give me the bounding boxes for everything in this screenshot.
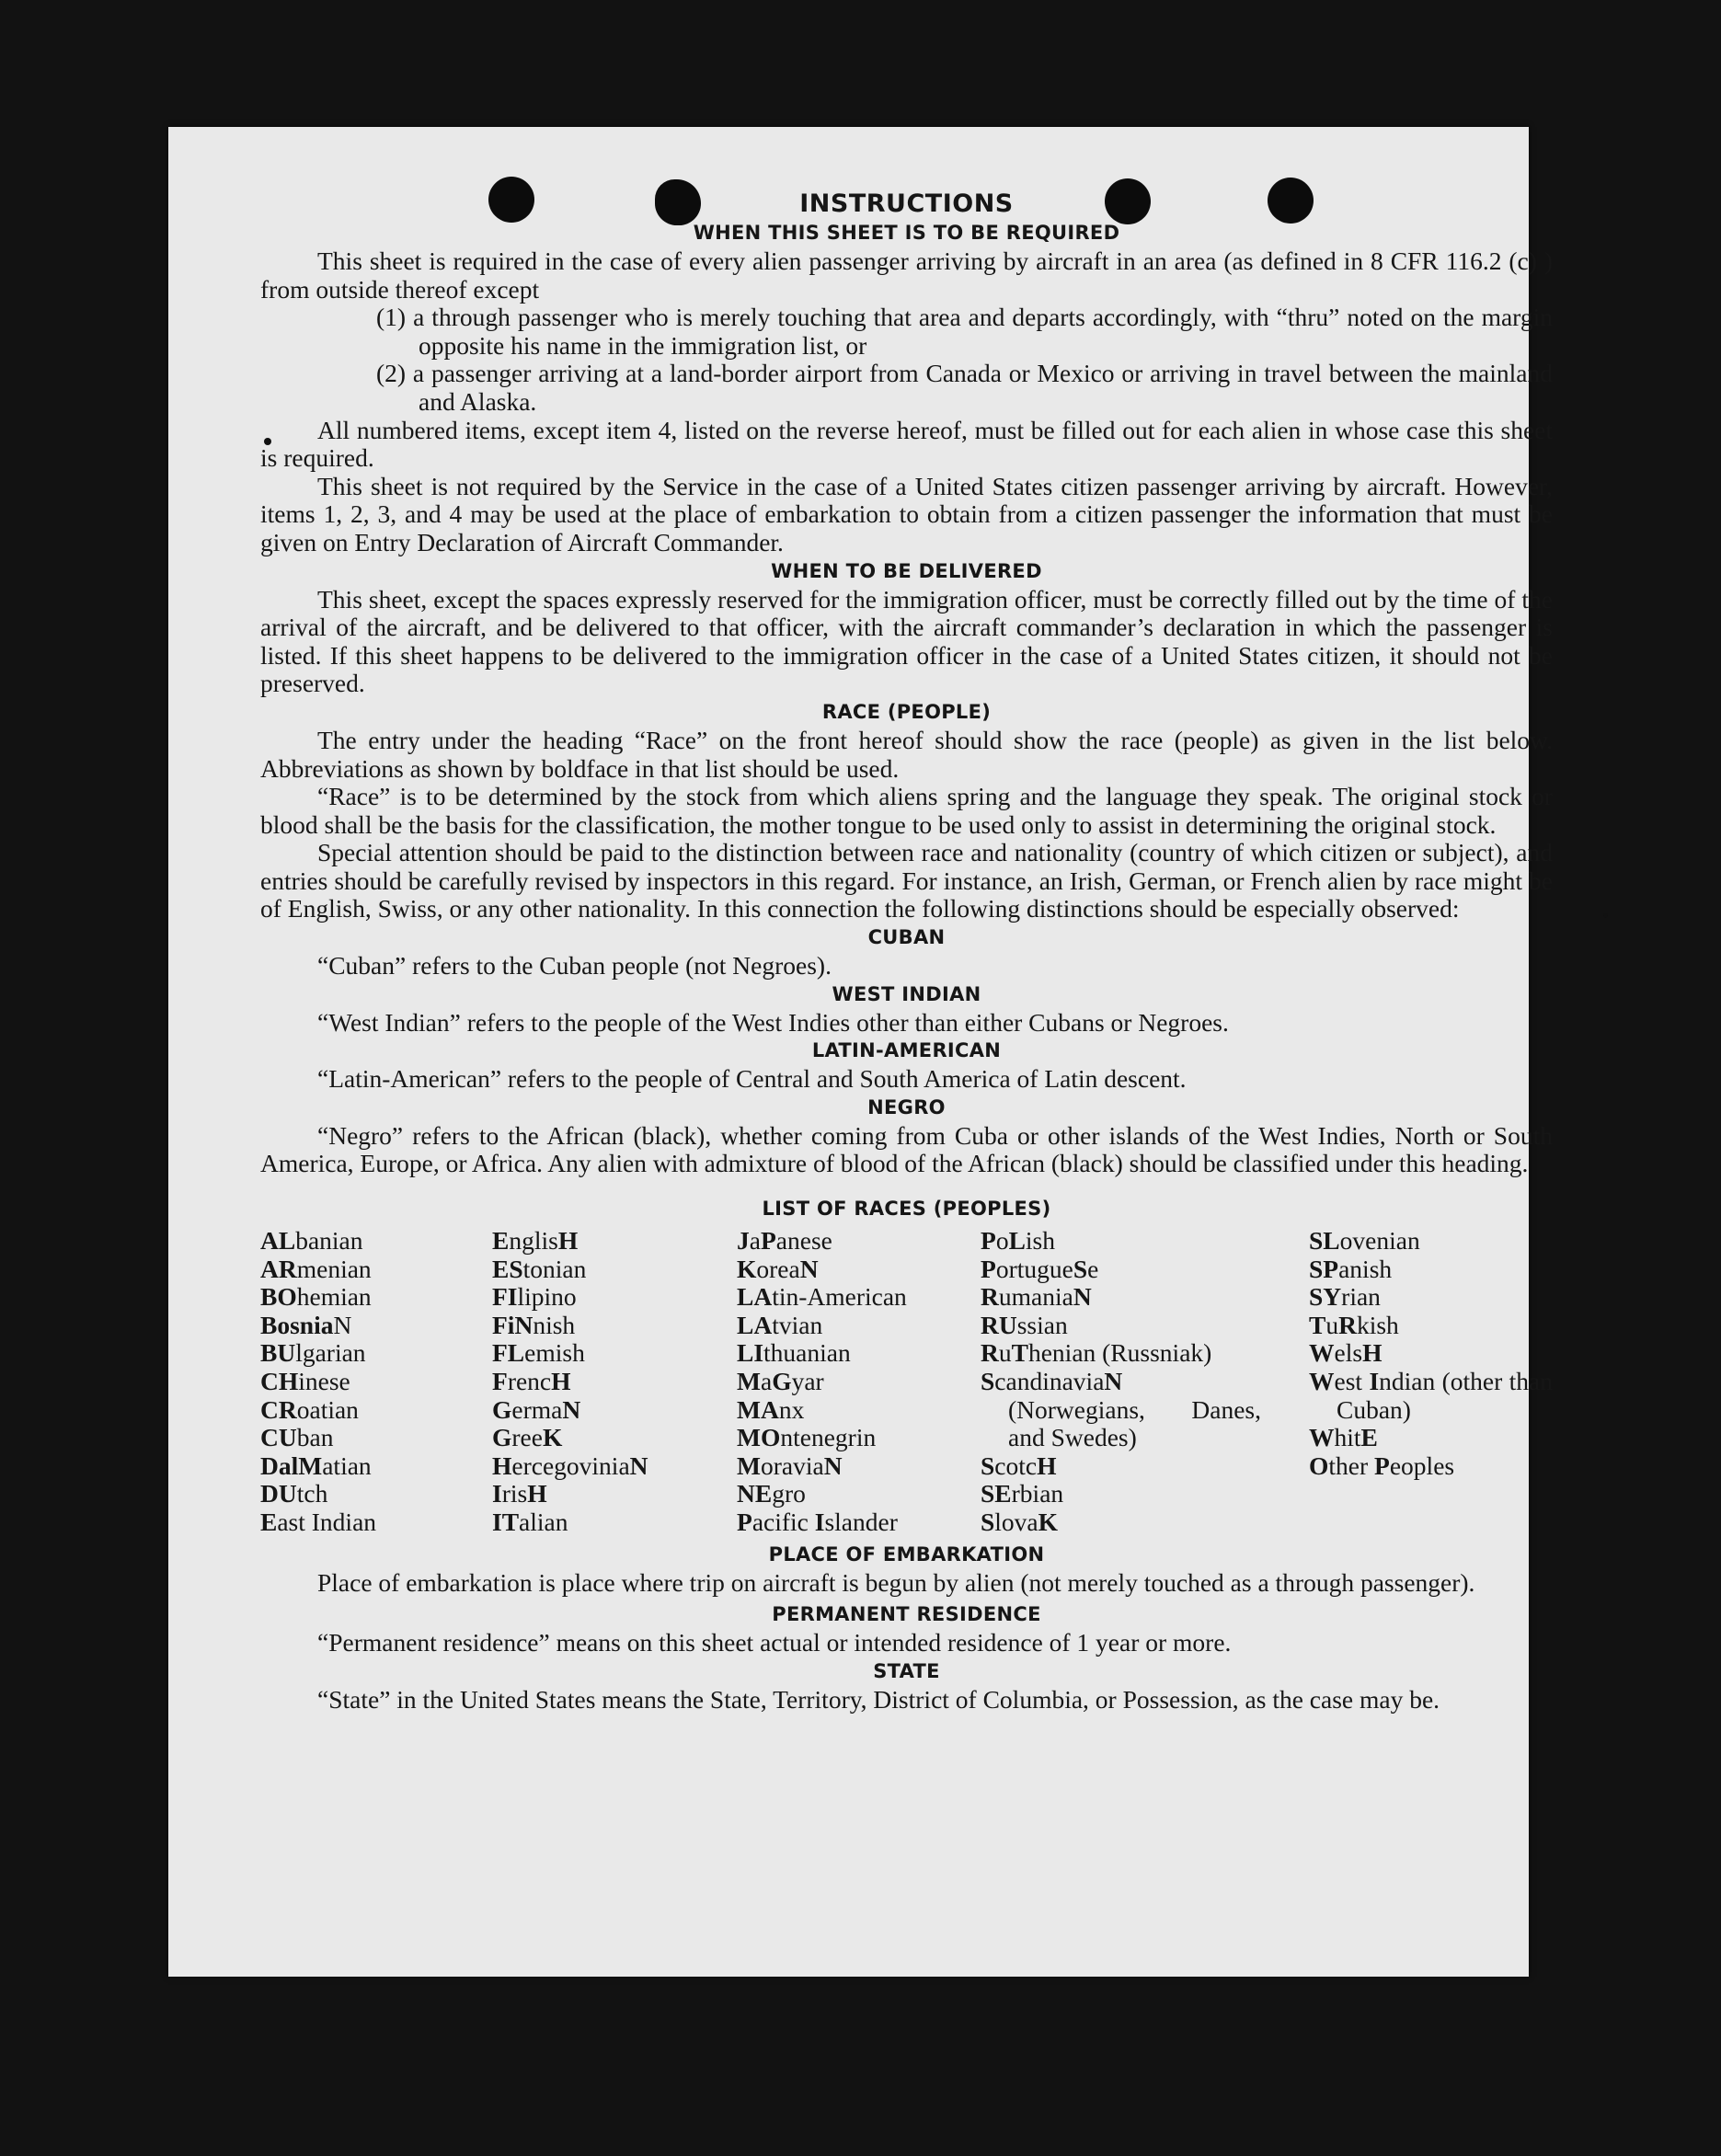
race-entry: SYrian (1309, 1282, 1381, 1312)
race-entry: West Indian (other than Cuban) (1309, 1367, 1553, 1424)
race-column (737, 1227, 981, 1537)
race-entry: ARmenian (260, 1254, 372, 1283)
race-entry: HercegoviniaN (492, 1451, 648, 1480)
race-column (981, 1227, 1261, 1537)
race-entry: DalMatian (260, 1451, 372, 1480)
race-entry: KoreaN (737, 1254, 819, 1283)
race-entry: LAtin-American (737, 1282, 907, 1312)
race-entry: GermaN (492, 1394, 581, 1424)
section-heading: NEGRO (867, 1095, 946, 1118)
race-entry: PortugueSe (981, 1254, 1099, 1283)
race-entry: ScotcH (981, 1451, 1057, 1480)
race-column (260, 1227, 492, 1537)
paragraph: This sheet, except the spaces expressly reserved for the immigration officer, must be correctly filled out by the time of the arrival of the aircraft, and be delivered to that officer, with the aircraft commander’s declaration in which the passenger is listed. If this sheet happens to be delivered to the immigration officer in the case of a United States citizen, it should not be preserved. (260, 584, 1553, 698)
section-heading: WHEN THIS SHEET IS TO BE REQUIRED (693, 222, 1120, 244)
race-entry: CHinese (260, 1367, 350, 1395)
race-entry: CRoatian (260, 1394, 359, 1424)
speck (1603, 913, 1608, 918)
race-entry: MAnx (737, 1394, 805, 1424)
race-entry: FrencH (492, 1367, 571, 1395)
race-entry: BosniaN (260, 1310, 352, 1339)
race-entry: SLovenian (1309, 1226, 1420, 1256)
race-entry: Other Peoples (1309, 1451, 1455, 1480)
race-entry: LIthuanian (737, 1338, 851, 1368)
race-entry: MoraviaN (737, 1451, 843, 1480)
list-item: (2) a passenger arriving at a land-border airport from Canada or Mexico or arriving in travel between the mainland and Alaska. (376, 359, 1553, 416)
race-entry: GreeK (492, 1423, 563, 1452)
paragraph: “Race” is to be determined by the stock from which aliens spring and the language they speak. The original stock or blood shall be the basis for the classification, the mother tongue to be used only to assist in determining the original stock. (260, 782, 1553, 839)
document-sheet (168, 127, 1553, 1977)
race-entry: DUtch (260, 1479, 328, 1508)
race-entry: JaPanese (737, 1226, 832, 1256)
race-entry: LAtvian (737, 1310, 823, 1339)
section-heading: STATE (873, 1659, 940, 1682)
section-heading: WEST INDIAN (832, 982, 981, 1005)
race-entry: RUssian (981, 1310, 1068, 1339)
paragraph: “Cuban” refers to the Cuban people (not Negroes). (317, 951, 832, 981)
paragraph: Place of embarkation is place where trip on aircraft is begun by alien (not merely touched as a through passenger). (317, 1567, 1475, 1597)
race-entry: MaGyar (737, 1367, 824, 1395)
race-entry: FIlipino (492, 1282, 577, 1312)
race-entry: EStonian (492, 1254, 587, 1283)
race-entry: SlovaK (981, 1507, 1059, 1536)
race-entry: BOhemian (260, 1282, 372, 1312)
race-entry: RumaniaN (981, 1282, 1092, 1312)
race-entry: SErbian (981, 1479, 1064, 1508)
document-body (260, 189, 1553, 1714)
paragraph: “Negro” refers to the African (black), whether coming from Cuba or other islands of the West Indies, North or South America, Europe, or Africa. Any alien with admixture of blood of the African (black) should be classified under this heading. (260, 1120, 1553, 1178)
section-heading: LATIN-AMERICAN (811, 1039, 1002, 1062)
race-column (492, 1227, 737, 1537)
race-entry: EnglisH (492, 1226, 579, 1256)
race-entry: ALbanian (260, 1226, 363, 1256)
race-entry: ScandinaviaN (Norwegians, Danes, and Swedes) (981, 1367, 1261, 1452)
race-entry: SPanish (1309, 1254, 1393, 1283)
paragraph: “West Indian” refers to the people of the West Indies other than either Cubans or Negroes. (317, 1007, 1229, 1037)
race-column (1309, 1227, 1553, 1537)
race-entry: RuThenian (Russniak) (981, 1338, 1212, 1368)
race-entry: CUban (260, 1423, 334, 1452)
race-entry: WelsH (1309, 1338, 1383, 1368)
section-heading: RACE (PEOPLE) (821, 700, 992, 723)
list-item: (1) a through passenger who is merely touching that area and departs accordingly, with “thru” noted on the margin opposite his name in the immigration list, or (376, 303, 1553, 360)
race-list (260, 1227, 1553, 1537)
race-entry: Pacific Islander (737, 1507, 898, 1536)
race-entry: East Indian (260, 1507, 377, 1536)
section-heading: PERMANENT RESIDENCE (772, 1603, 1041, 1626)
race-entry: PoLish (981, 1226, 1055, 1256)
section-heading: WHEN TO BE DELIVERED (771, 559, 1042, 582)
paragraph: Special attention should be paid to the distinction between race and nationality (country of which citizen or subject), and entries should be carefully revised by inspectors in this regard. For instance, an Irish, German, or French alien by race might be of English, Swiss, or any other nationality. In this connection the following distinctions should be especially observed: (260, 838, 1553, 923)
race-entry: IrisH (492, 1479, 547, 1508)
document-title: INSTRUCTIONS (799, 189, 1014, 218)
race-entry: MOntenegrin (737, 1423, 877, 1452)
race-entry: NEgro (737, 1479, 806, 1508)
paragraph: “State” in the United States means the State, Territory, District of Columbia, or Possession, as the case may be. (317, 1684, 1440, 1714)
race-entry: FiNnish (492, 1310, 576, 1339)
paragraph: This sheet is required in the case of every alien passenger arriving by aircraft in an area (as defined in 8 CFR 116.2 (c) ) from outside thereof except (260, 247, 1553, 304)
race-entry: TuRkish (1309, 1310, 1399, 1339)
section-heading: LIST OF RACES (PEOPLES) (762, 1198, 1051, 1221)
race-entry: ITalian (492, 1507, 568, 1536)
section-heading: PLACE OF EMBARKATION (768, 1542, 1045, 1565)
paragraph: “Latin-American” refers to the people of Central and South America of Latin descent. (317, 1064, 1187, 1094)
paragraph: The entry under the heading “Race” on the front hereof should show the race (people) as given in the list below. Abbreviations as shown by boldface in that list should be used. (260, 725, 1553, 783)
paragraph: All numbered items, except item 4, listed on the reverse hereof, must be filled out for each alien in whose case this sheet is required. (260, 415, 1553, 473)
race-entry: FLemish (492, 1338, 585, 1368)
race-entry: BUlgarian (260, 1338, 366, 1368)
paragraph: This sheet is not required by the Service in the case of a United States citizen passenger arriving by aircraft. However, items 1, 2, 3, and 4 may be used at the place of embarkation to obtain from a citizen passenger the information that must be given on Entry Declaration of Aircraft Commander. (260, 471, 1553, 556)
race-entry: WhitE (1309, 1423, 1378, 1452)
paragraph: “Permanent residence” means on this sheet actual or intended residence of 1 year or more. (317, 1628, 1232, 1657)
section-heading: CUBAN (867, 926, 946, 949)
